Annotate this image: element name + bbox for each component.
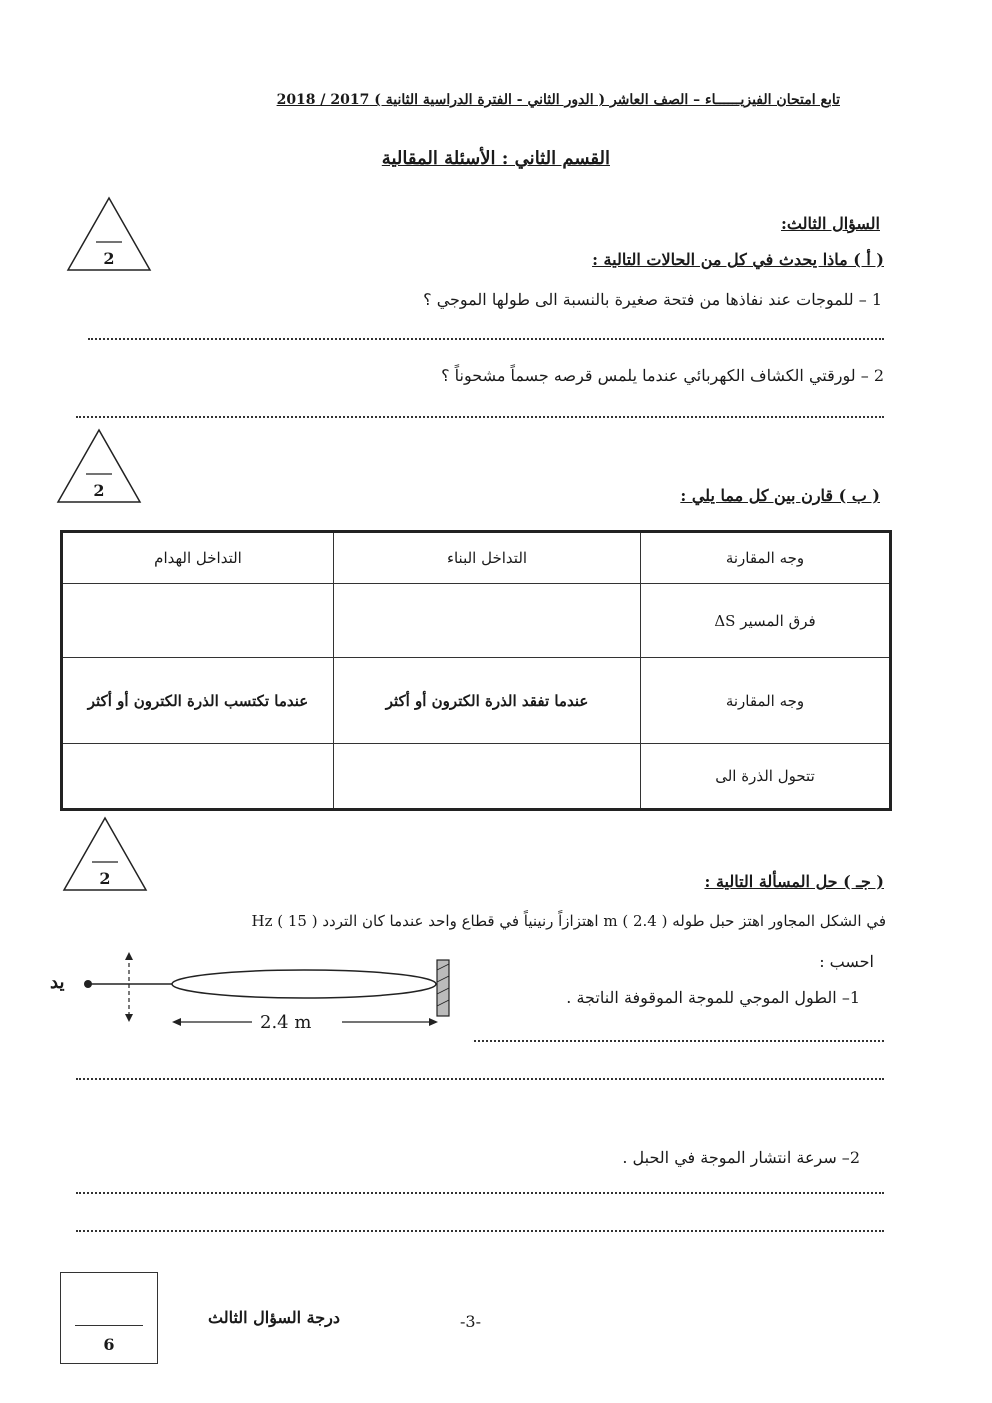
total-score-label: درجة السؤال الثالث bbox=[208, 1308, 340, 1327]
answer-line[interactable] bbox=[76, 1192, 884, 1194]
answer-line[interactable] bbox=[474, 1040, 884, 1042]
total-score-box bbox=[60, 1272, 158, 1364]
question3-label: السؤال الثالث: bbox=[780, 214, 880, 233]
score-triangle-a bbox=[66, 196, 152, 272]
calc-label: احسب : bbox=[819, 952, 874, 971]
part-c-label: ( جـ ) حل المسألة التالية : bbox=[704, 872, 884, 891]
score-b: 2 bbox=[93, 481, 105, 500]
answer-line[interactable] bbox=[88, 338, 884, 340]
part-c-item-1: 1– الطول الموجي للموجة الموقوفة الناتجة . bbox=[566, 988, 860, 1007]
part-a-label: ( أ ) ماذا يحدث في كل من الحالات التالية : bbox=[592, 250, 884, 269]
section-title: القسم الثاني : الأسئلة المقالية bbox=[381, 148, 610, 169]
table-cell: عندما تكتسب الذرة الكترون أو أكثر bbox=[62, 658, 334, 744]
score-a: 2 bbox=[103, 249, 115, 268]
table-cell: وجه المقارنة bbox=[641, 658, 891, 744]
table-cell: التداخل البناء bbox=[334, 532, 641, 584]
answer-cell[interactable] bbox=[334, 584, 641, 658]
score-triangle-c bbox=[62, 816, 148, 892]
total-score: 6 bbox=[103, 1335, 115, 1354]
answer-cell[interactable] bbox=[62, 744, 334, 810]
score-triangle-b bbox=[56, 428, 142, 504]
answer-cell[interactable] bbox=[62, 584, 334, 658]
answer-cell[interactable] bbox=[334, 744, 641, 810]
score-divider bbox=[75, 1325, 143, 1326]
table-cell: وجه المقارنة bbox=[641, 532, 891, 584]
part-a-item-1: 1 – للموجات عند نفاذها من فتحة صغيرة بالنسبة الى طولها الموجي ؟ bbox=[423, 290, 882, 309]
exam-header: تابع امتحان الفيزيــــــاء – الصف العاشر ( الدور الثاني - الفترة الدراسية الثانية ) 2017 / 2018 bbox=[276, 92, 840, 108]
table-cell: فرق المسير ΔS bbox=[641, 584, 891, 658]
answer-line[interactable] bbox=[76, 1230, 884, 1232]
part-c-item-2: 2– سرعة انتشار الموجة في الحبل . bbox=[622, 1148, 860, 1167]
problem-statement: في الشكل المجاور اهتز حبل طوله m ( 2.4 ) اهتزازاً رنينياً في قطاع واحد عندما كان التردد Hz ( 15 ) bbox=[251, 912, 886, 930]
table-cell: التداخل الهدام bbox=[62, 532, 334, 584]
answer-line[interactable] bbox=[76, 1078, 884, 1080]
table-cell: تتحول الذرة الى bbox=[641, 744, 891, 810]
comparison-table bbox=[60, 530, 892, 811]
part-b-label: ( ب ) قارن بين كل مما يلي : bbox=[680, 486, 880, 505]
page-number: -3- bbox=[460, 1312, 481, 1331]
part-a-item-2: 2 – لورقتي الكشاف الكهربائي عندما يلمس قرصه جسماً مشحوناً ؟ bbox=[441, 366, 884, 385]
hand-label: يد bbox=[50, 972, 65, 993]
table-cell: عندما تفقد الذرة الكترون أو أكثر bbox=[334, 658, 641, 744]
score-c: 2 bbox=[99, 869, 111, 888]
answer-line[interactable] bbox=[76, 416, 884, 418]
length-label: 2.4 m bbox=[260, 1012, 312, 1033]
rope-figure bbox=[50, 950, 470, 1040]
